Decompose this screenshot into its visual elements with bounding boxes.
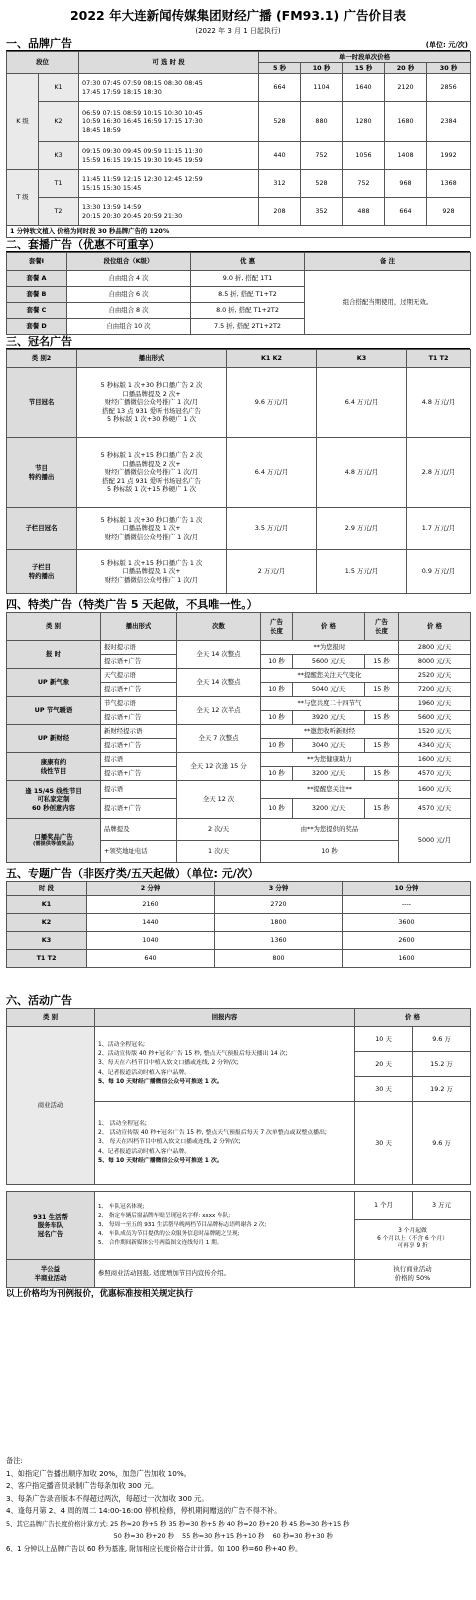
header-duration: 10 分钟 (343, 882, 471, 896)
sponsor-price: 4.8 万元/月 (407, 368, 471, 438)
special-length: 15 秒 (365, 683, 399, 697)
table-row (7, 508, 471, 550)
reward-line: 5、每 10 天财经广播微信公众号可推送 1 次。 (98, 1078, 223, 1085)
reward-line: 1、 活动全程冠名; (98, 1121, 147, 1128)
fleet-ad-table (6, 1191, 471, 1288)
table-row (7, 170, 471, 198)
special-form: 提示语+广告 (101, 655, 177, 669)
header-price: 价 格 (293, 613, 365, 641)
special-price: 5600 元/天 (399, 711, 471, 725)
price-cell: 1104 (301, 74, 343, 102)
price-cell: 800 (215, 950, 343, 968)
header-duration: 30 秒 (427, 63, 471, 74)
section-title: 三、冠名广告 (6, 335, 72, 348)
sponsor-form: 5 秒标版 1 次+15 秒口播广告 1 次 口播品牌提及 1 次+ 财经广播微信公众号推广 1 次/月 (77, 550, 227, 594)
fleet-reward (95, 1192, 355, 1260)
special-price: 8000 元/天 (399, 655, 471, 669)
unit-label: (单位: 元/次) (425, 41, 468, 49)
reward-line: 4、记者报道活动时植入客户品牌。 (98, 1148, 191, 1155)
table-row (7, 368, 471, 438)
price-sheet (6, 0, 470, 1301)
table-row (7, 1027, 471, 1052)
header-duration: 3 分钟 (215, 882, 343, 896)
package-note: 组合搭配当期使用，过期无效。 (305, 271, 471, 335)
section-title: 一、品牌广告 (6, 37, 72, 50)
table-row (7, 669, 471, 683)
half-public-price: 执行商业活动 价格的 50% (355, 1260, 471, 1288)
special-price: 1520 元/天 (399, 725, 471, 739)
package-combo: 自由组合 10 次 (67, 319, 191, 335)
special-count: 全天 14 次整点 (177, 669, 261, 697)
table-row (7, 950, 471, 968)
table-row (7, 226, 471, 238)
slot-code: T2 (39, 198, 79, 226)
slot-code: K3 (39, 142, 79, 170)
special-form: 天气提示语 (101, 669, 177, 683)
package-combo: 自由组合 4 次 (67, 271, 191, 287)
price-cell: 968 (385, 170, 427, 198)
package-name: 套餐 A (7, 271, 67, 287)
price-cell: 664 (385, 198, 427, 226)
price-cell: 1680 (385, 102, 427, 142)
header-count: 次数 (177, 613, 261, 641)
header-duration: 10 秒 (301, 63, 343, 74)
special-form: 报时提示语 (101, 641, 177, 655)
fleet-category: 931 生活帮 服务车队 冠名广告 (7, 1192, 95, 1260)
special-price: 5600 元/天 (293, 655, 365, 669)
special-length: 15 秒 (365, 711, 399, 725)
package-table (6, 252, 471, 335)
special-text: **为您健康助力 (261, 753, 399, 767)
header-t1t2: T1 T2 (407, 350, 471, 368)
sponsor-price: 3.5 万元/月 (227, 508, 317, 550)
header-reward: 回报内容 (95, 1009, 355, 1027)
remark-line: 5、其它品牌广告长度价格计算方式: 25 秒=20 秒+5 秒 35 秒=30 秒+5 秒 40 秒=20 秒+20 秒 45 秒=30 秒+15 秒 (6, 1519, 350, 1528)
remark-line: 6、1 分钟以上品牌广告以 60 秒为基准, 附加相应长度价格合计计算。如 100 秒=60 秒+40 秒。 (6, 1544, 302, 1553)
slot-code: K2 (7, 914, 87, 932)
feature-ad-table (6, 881, 471, 968)
package-discount: 8.5 折, 搭配 T1+T2 (191, 287, 305, 303)
table-row (7, 271, 471, 287)
special-length: 10 秒 (261, 767, 293, 781)
table-row (7, 1260, 471, 1288)
table-row (7, 438, 471, 508)
price-cell: 440 (259, 142, 301, 170)
special-length: 10 秒 (261, 683, 293, 697)
package-name: 套餐 D (7, 319, 67, 335)
price-cell: 312 (259, 170, 301, 198)
price-cell: 2720 (215, 896, 343, 914)
header-category: 类 别2 (7, 350, 77, 368)
section-special-heading (6, 598, 470, 612)
table-row (7, 932, 471, 950)
special-count: 1 次/天 (177, 841, 261, 863)
prize-ad-label: 口播奖品广告 (34, 832, 73, 841)
event-price: 19.2 万 (413, 1077, 471, 1102)
special-length: 15 秒 (365, 799, 399, 819)
remark-line: 4、逢每月第 2、4 周的周二 14:00-16:00 停机检修，停机期间赠送的广告不得不补。 (6, 1506, 282, 1515)
section-title: 五、专题广告（非医疗类/五天起做）（单位: 元/次） (6, 867, 259, 880)
price-cell: 2856 (427, 74, 471, 102)
remark-line: 3、每条广告录音版本不得超过两次，每超过一次加收 300 元。 (6, 1493, 209, 1503)
header-price: 单一时段单次价格 (259, 52, 471, 63)
price-cell: 3600 (343, 914, 471, 932)
header-duration: 15 秒 (343, 63, 385, 74)
header-category: 类 别 (7, 613, 101, 641)
header-price: 价 格 (355, 1009, 471, 1027)
sponsor-price: 2.8 万元/月 (407, 438, 471, 508)
table-row (7, 641, 471, 655)
sponsor-form: 5 秒标版 1 次+15 秒口播广告 2 次 口播品牌提及 2 次+ 财经广播微信公众号推广 1 次/月 搭配 21 点 931 爱听书场冠名广告 5 秒标版 1 次+15 秒硬广 1 次 (77, 438, 227, 508)
time-slots: 07:30 07:45 07:59 08:15 08:30 08:45 17:45 17:59 18:15 18:30 (79, 74, 259, 102)
table-row (7, 142, 471, 170)
special-price: 4570 元/天 (399, 767, 471, 781)
price-cell: 528 (259, 102, 301, 142)
header-k1k2: K1 K2 (227, 350, 317, 368)
brand-ad-table (6, 51, 471, 238)
price-cell: 2120 (385, 74, 427, 102)
sponsor-price: 6.4 万元/月 (317, 368, 407, 438)
special-category: 逢 15/45 线性节目 可私家定制 60 秒创意内容 (7, 781, 101, 819)
sponsor-category: 节目冠名 (7, 368, 77, 438)
sponsor-form: 5 秒标版 1 次+30 秒口播广告 1 次 口播品牌提及 1 次+ 财经广播微信公众号推广 1 次/月 (77, 508, 227, 550)
header-k3: K3 (317, 350, 407, 368)
price-cell: 2160 (87, 896, 215, 914)
special-price: 2520 元/天 (399, 669, 471, 683)
reward-line: 2、活动宣传版 40 秒+冠名广告 15 秒, 整点天气预报后每天播出 14 次; (98, 1051, 288, 1058)
package-combo: 自由组合 6 次 (67, 287, 191, 303)
event-price: 9.6 万 (413, 1102, 471, 1185)
price-cell: 1600 (343, 950, 471, 968)
price-cell: 2384 (427, 102, 471, 142)
price-cell: 1040 (87, 932, 215, 950)
reward-line: 5、 合作期间新媒体公号两篇图文连线每月 1 期。 (98, 1239, 223, 1246)
special-length: 10 秒 (261, 799, 293, 819)
special-price: 3920 元/天 (293, 711, 365, 725)
table-row (7, 781, 471, 799)
event-price: 15.2 万 (413, 1052, 471, 1077)
sponsor-price: 1.5 万元/月 (317, 550, 407, 594)
special-category (7, 819, 101, 863)
reward-line: 4、记者报道活动时植入客户品牌。 (98, 1069, 191, 1076)
slot-code: T1 (39, 170, 79, 198)
table-row (7, 896, 471, 914)
header-note: 备 注 (305, 253, 471, 271)
special-price: 1600 元/天 (399, 781, 471, 799)
special-price: 5040 元/天 (293, 683, 365, 697)
special-form: 节气提示语 (101, 697, 177, 711)
t-level-label: T 级 (7, 170, 39, 226)
special-form: 提示语+广告 (101, 683, 177, 697)
header-duration: 2 分钟 (87, 882, 215, 896)
header-form: 播出形式 (101, 613, 177, 641)
header-price: 价 格 (399, 613, 471, 641)
price-cell: 1368 (427, 170, 471, 198)
header-duration: 5 秒 (259, 63, 301, 74)
header-discount: 优 惠 (191, 253, 305, 271)
special-price: 5000 元/月 (399, 819, 471, 863)
special-form: 品牌提及 (101, 819, 177, 841)
price-cell: 528 (301, 170, 343, 198)
special-price: 2800 元/天 (399, 641, 471, 655)
special-category: 报 时 (7, 641, 101, 669)
spacer (6, 968, 470, 994)
special-text: **提醒您关注天气变化 (261, 669, 399, 683)
package-name: 套餐 B (7, 287, 67, 303)
reward-line: 3、每天在六档节目中植入软文口播或连线, 2 分钟/次; (98, 1060, 239, 1067)
header-category: 类 别 (7, 1009, 95, 1027)
reward-line: 1、 车队冠名体现; (98, 1204, 145, 1211)
remark-line: 1、如指定广告播出顺序加收 20%，加急广告加收 10%。 (6, 1468, 191, 1478)
special-price: 3200 元/天 (293, 799, 365, 819)
special-form: 提示语 (101, 781, 177, 799)
table-row (7, 74, 471, 102)
reward-line: 5、每 10 天财经广播微信公众号可推送 1 次。 (98, 1157, 223, 1164)
page-subtitle: (2022 年 3 月 1 日起执行) (195, 27, 281, 35)
special-price: 4340 元/天 (399, 739, 471, 753)
price-cell: 1992 (427, 142, 471, 170)
special-text: **与您共度二十四节气 (261, 697, 399, 711)
price-cell: 2600 (343, 932, 471, 950)
price-cell: 1056 (343, 142, 385, 170)
special-count: 全天 14 次整点 (177, 641, 261, 669)
special-price: 4570 元/天 (399, 799, 471, 819)
reward-line: 2、 指定车辆后窗品牌车贴呈现冠名字样: xxxx 车队; (98, 1213, 231, 1220)
special-length: 10 秒 (261, 739, 293, 753)
event-category: 商业活动 (7, 1027, 95, 1185)
price-cell: 208 (259, 198, 301, 226)
reward-line: 2、 活动宣传版 40 秒+冠名广告 15 秒, 整点天气预报后每天 7 次单整点或双整点播出; (98, 1130, 327, 1137)
reward-line: 3、 每周一至五的 931 生活帮早晚两档节目品牌标志语鸣谢各 2 次; (98, 1222, 267, 1229)
special-length: 15 秒 (365, 767, 399, 781)
section-title: 二、套播广告（优惠不可重享） (6, 238, 160, 251)
price-cell: ---- (343, 896, 471, 914)
price-cell: 488 (343, 198, 385, 226)
sponsor-form: 5 秒标版 1 次+30 秒口播广告 2 次 口播品牌提及 2 次+ 财经广播微信公众号推广 1 次/月 搭配 13 点 931 爱听书场冠名广告 5 秒标版 1 次+30 秒硬广 1 次 (77, 368, 227, 438)
time-slots: 11:45 11:59 12:15 12:30 12:45 12:59 15:15 15:30 15:45 (79, 170, 259, 198)
special-price: 3040 元/天 (293, 739, 365, 753)
special-length: 15 秒 (365, 655, 399, 669)
event-reward (95, 1102, 355, 1185)
table-row (7, 1192, 471, 1220)
header-time: 可 选 时 段 (79, 52, 259, 74)
table-row (7, 753, 471, 767)
event-period: 10 天 (355, 1027, 413, 1052)
header-slot: 时 段 (7, 882, 87, 896)
package-discount: 8.0 折, 搭配 T1+2T2 (191, 303, 305, 319)
fleet-period: 1 个月 (355, 1192, 413, 1220)
slot-code: K2 (39, 102, 79, 142)
fleet-discount: 3 个月起做 6 个月以上（不含 6 个月） 可再享 9 折 (355, 1220, 471, 1260)
event-ad-table (6, 1008, 471, 1185)
price-disclaimer: 以上价格均为刊例报价，优惠标准按相关规定执行 (6, 1289, 194, 1299)
sponsor-category: 节目 特约播出 (7, 438, 77, 508)
section-title: 六、活动广告 (6, 994, 72, 1007)
header-length: 广告 长度 (261, 613, 293, 641)
sponsor-price: 6.4 万元/月 (227, 438, 317, 508)
sponsor-price: 9.6 万元/月 (227, 368, 317, 438)
header-package: 套餐Ⅰ (7, 253, 67, 271)
price-cell: 752 (301, 142, 343, 170)
price-cell: 1360 (215, 932, 343, 950)
package-combo: 自由组合 8 次 (67, 303, 191, 319)
price-cell: 752 (343, 170, 385, 198)
special-price: 3200 元/天 (293, 767, 365, 781)
fleet-price: 3 万元 (413, 1192, 471, 1220)
special-category: UP 新气象 (7, 669, 101, 697)
table-row (7, 198, 471, 226)
special-count: 全天 12 次逢 15 分 (177, 753, 261, 781)
k-level-label: K 级 (7, 74, 39, 170)
special-form: 提示语+广告 (101, 767, 177, 781)
header-form: 播出形式 (77, 350, 227, 368)
price-cell: 1440 (87, 914, 215, 932)
remarks (6, 1455, 470, 1555)
special-length: 10 秒 (261, 841, 399, 863)
special-form: 新财经提示语 (101, 725, 177, 739)
slot-code: K3 (7, 932, 87, 950)
table-row (7, 819, 471, 841)
special-count: 全天 12 次半点 (177, 697, 261, 725)
section-feature-heading (6, 867, 470, 881)
price-cell: 1408 (385, 142, 427, 170)
special-text: **为您报时 (261, 641, 399, 655)
sponsor-price: 4.8 万元/月 (317, 438, 407, 508)
time-slots: 09:15 09:30 09:45 09:59 11:15 11:30 15:59 16:15 19:15 19:30 19:45 19:59 (79, 142, 259, 170)
special-form: 提示语+广告 (101, 799, 177, 819)
event-period: 20 天 (355, 1052, 413, 1077)
remark-line: 2、客户指定播音员录制广告每条加收 300 元。 (6, 1481, 159, 1490)
price-cell: 928 (427, 198, 471, 226)
prize-ad-sublabel: (需提供等值奖品) (32, 841, 75, 848)
half-public-reward: 参照商业活动回报, 适度增加节目内宣传介绍。 (95, 1260, 355, 1288)
event-price: 9.6 万 (413, 1027, 471, 1052)
header-length: 广告 长度 (365, 613, 399, 641)
sponsor-category: 子栏目 特约播出 (7, 550, 77, 594)
special-price: 1600 元/天 (399, 753, 471, 767)
special-text: **提醒您关注** (261, 781, 399, 799)
special-length: 10 秒 (261, 655, 293, 669)
special-count: 全天 7 次整点 (177, 725, 261, 753)
special-form: 提示语+广告 (101, 739, 177, 753)
table-row (7, 725, 471, 739)
time-slots: 13:30 13:59 14:59 20:15 20:30 20:45 20:59 21:30 (79, 198, 259, 226)
table-row (7, 550, 471, 594)
special-category: UP 节气暖语 (7, 697, 101, 725)
table-row (7, 914, 471, 932)
special-form: 提示语+广告 (101, 711, 177, 725)
special-form: +领奖地址电话 (101, 841, 177, 863)
title-sponsor-table (6, 349, 471, 594)
package-name: 套餐 C (7, 303, 67, 319)
sponsor-price: 2 万元/月 (227, 550, 317, 594)
special-length: 15 秒 (365, 739, 399, 753)
section-title: 四、特类广告（特类广告 5 天起做，不具唯一性。） (6, 598, 258, 611)
package-discount: 7.5 折, 搭配 2T1+2T2 (191, 319, 305, 335)
remark-line: 50 秒=30 秒+20 秒 55 秒=30 秒+15 秒+10 秒 60 秒=30 秒+30 秒 (6, 1532, 333, 1540)
header-duration: 20 秒 (385, 63, 427, 74)
event-period: 30 天 (355, 1077, 413, 1102)
special-count: 2 次/天 (177, 819, 261, 841)
reward-line: 3、 每天在四档节目中植入软文口播或连线, 2 分钟/次; (98, 1139, 241, 1146)
special-length: 10 秒 (261, 711, 293, 725)
sponsor-price: 2.9 万元/月 (317, 508, 407, 550)
slot-code: K1 (7, 896, 87, 914)
price-cell: 1280 (343, 102, 385, 142)
table-row (7, 697, 471, 711)
slot-code: K1 (39, 74, 79, 102)
special-text: **邀您收听新财经 (261, 725, 399, 739)
special-price: 7200 元/天 (399, 683, 471, 697)
sponsor-category: 子栏目冠名 (7, 508, 77, 550)
sponsor-price: 1.7 万元/月 (407, 508, 471, 550)
special-category: 康康有约 线性节目 (7, 753, 101, 781)
section-brand-heading (6, 37, 470, 51)
price-cell: 352 (301, 198, 343, 226)
table-row (7, 102, 471, 142)
special-price: 1960 元/天 (399, 697, 471, 711)
special-category: UP 新财经 (7, 725, 101, 753)
special-text: 由**为您提供的奖品 (261, 819, 399, 841)
special-count: 全天 12 次 (177, 781, 261, 819)
soft-article-note: 1 分钟软文植入 价格为同时段 30 秒品牌广告的 120% (7, 226, 471, 238)
special-ad-table (6, 612, 471, 863)
sponsor-price: 0.9 万元/月 (407, 550, 471, 594)
time-slots: 06:59 07:15 08:59 10:15 10:30 10:45 10:59 16:30 16:45 16:59 17:15 17:30 18:45 18:59 (79, 102, 259, 142)
package-discount: 9.0 折, 搭配 1T1 (191, 271, 305, 287)
remarks-title: 备注: (6, 1456, 23, 1465)
reward-line: 1、活动全程冠名; (98, 1042, 145, 1049)
reward-line: 4、 车队成员为节目提供的公众服务信息时品牌随之呈现; (98, 1230, 240, 1237)
event-period: 30 天 (355, 1102, 413, 1185)
section-package-heading (6, 238, 470, 252)
half-public-category: 半公益 半商业活动 (7, 1260, 95, 1288)
section-title-sponsor-heading (6, 335, 470, 349)
price-cell: 640 (87, 950, 215, 968)
price-cell: 664 (259, 74, 301, 102)
slot-code: T1 T2 (7, 950, 87, 968)
header-combo: 段位组合（K级） (67, 253, 191, 271)
price-cell: 880 (301, 102, 343, 142)
special-form: 提示语 (101, 753, 177, 767)
price-cell: 1800 (215, 914, 343, 932)
event-reward (95, 1027, 355, 1102)
header-slot: 段位 (7, 52, 79, 74)
page-title: 2022 年大连新闻传媒集团财经广播 (FM93.1) 广告价目表 (69, 8, 407, 23)
price-cell: 1640 (343, 74, 385, 102)
section-event-heading (6, 994, 470, 1008)
